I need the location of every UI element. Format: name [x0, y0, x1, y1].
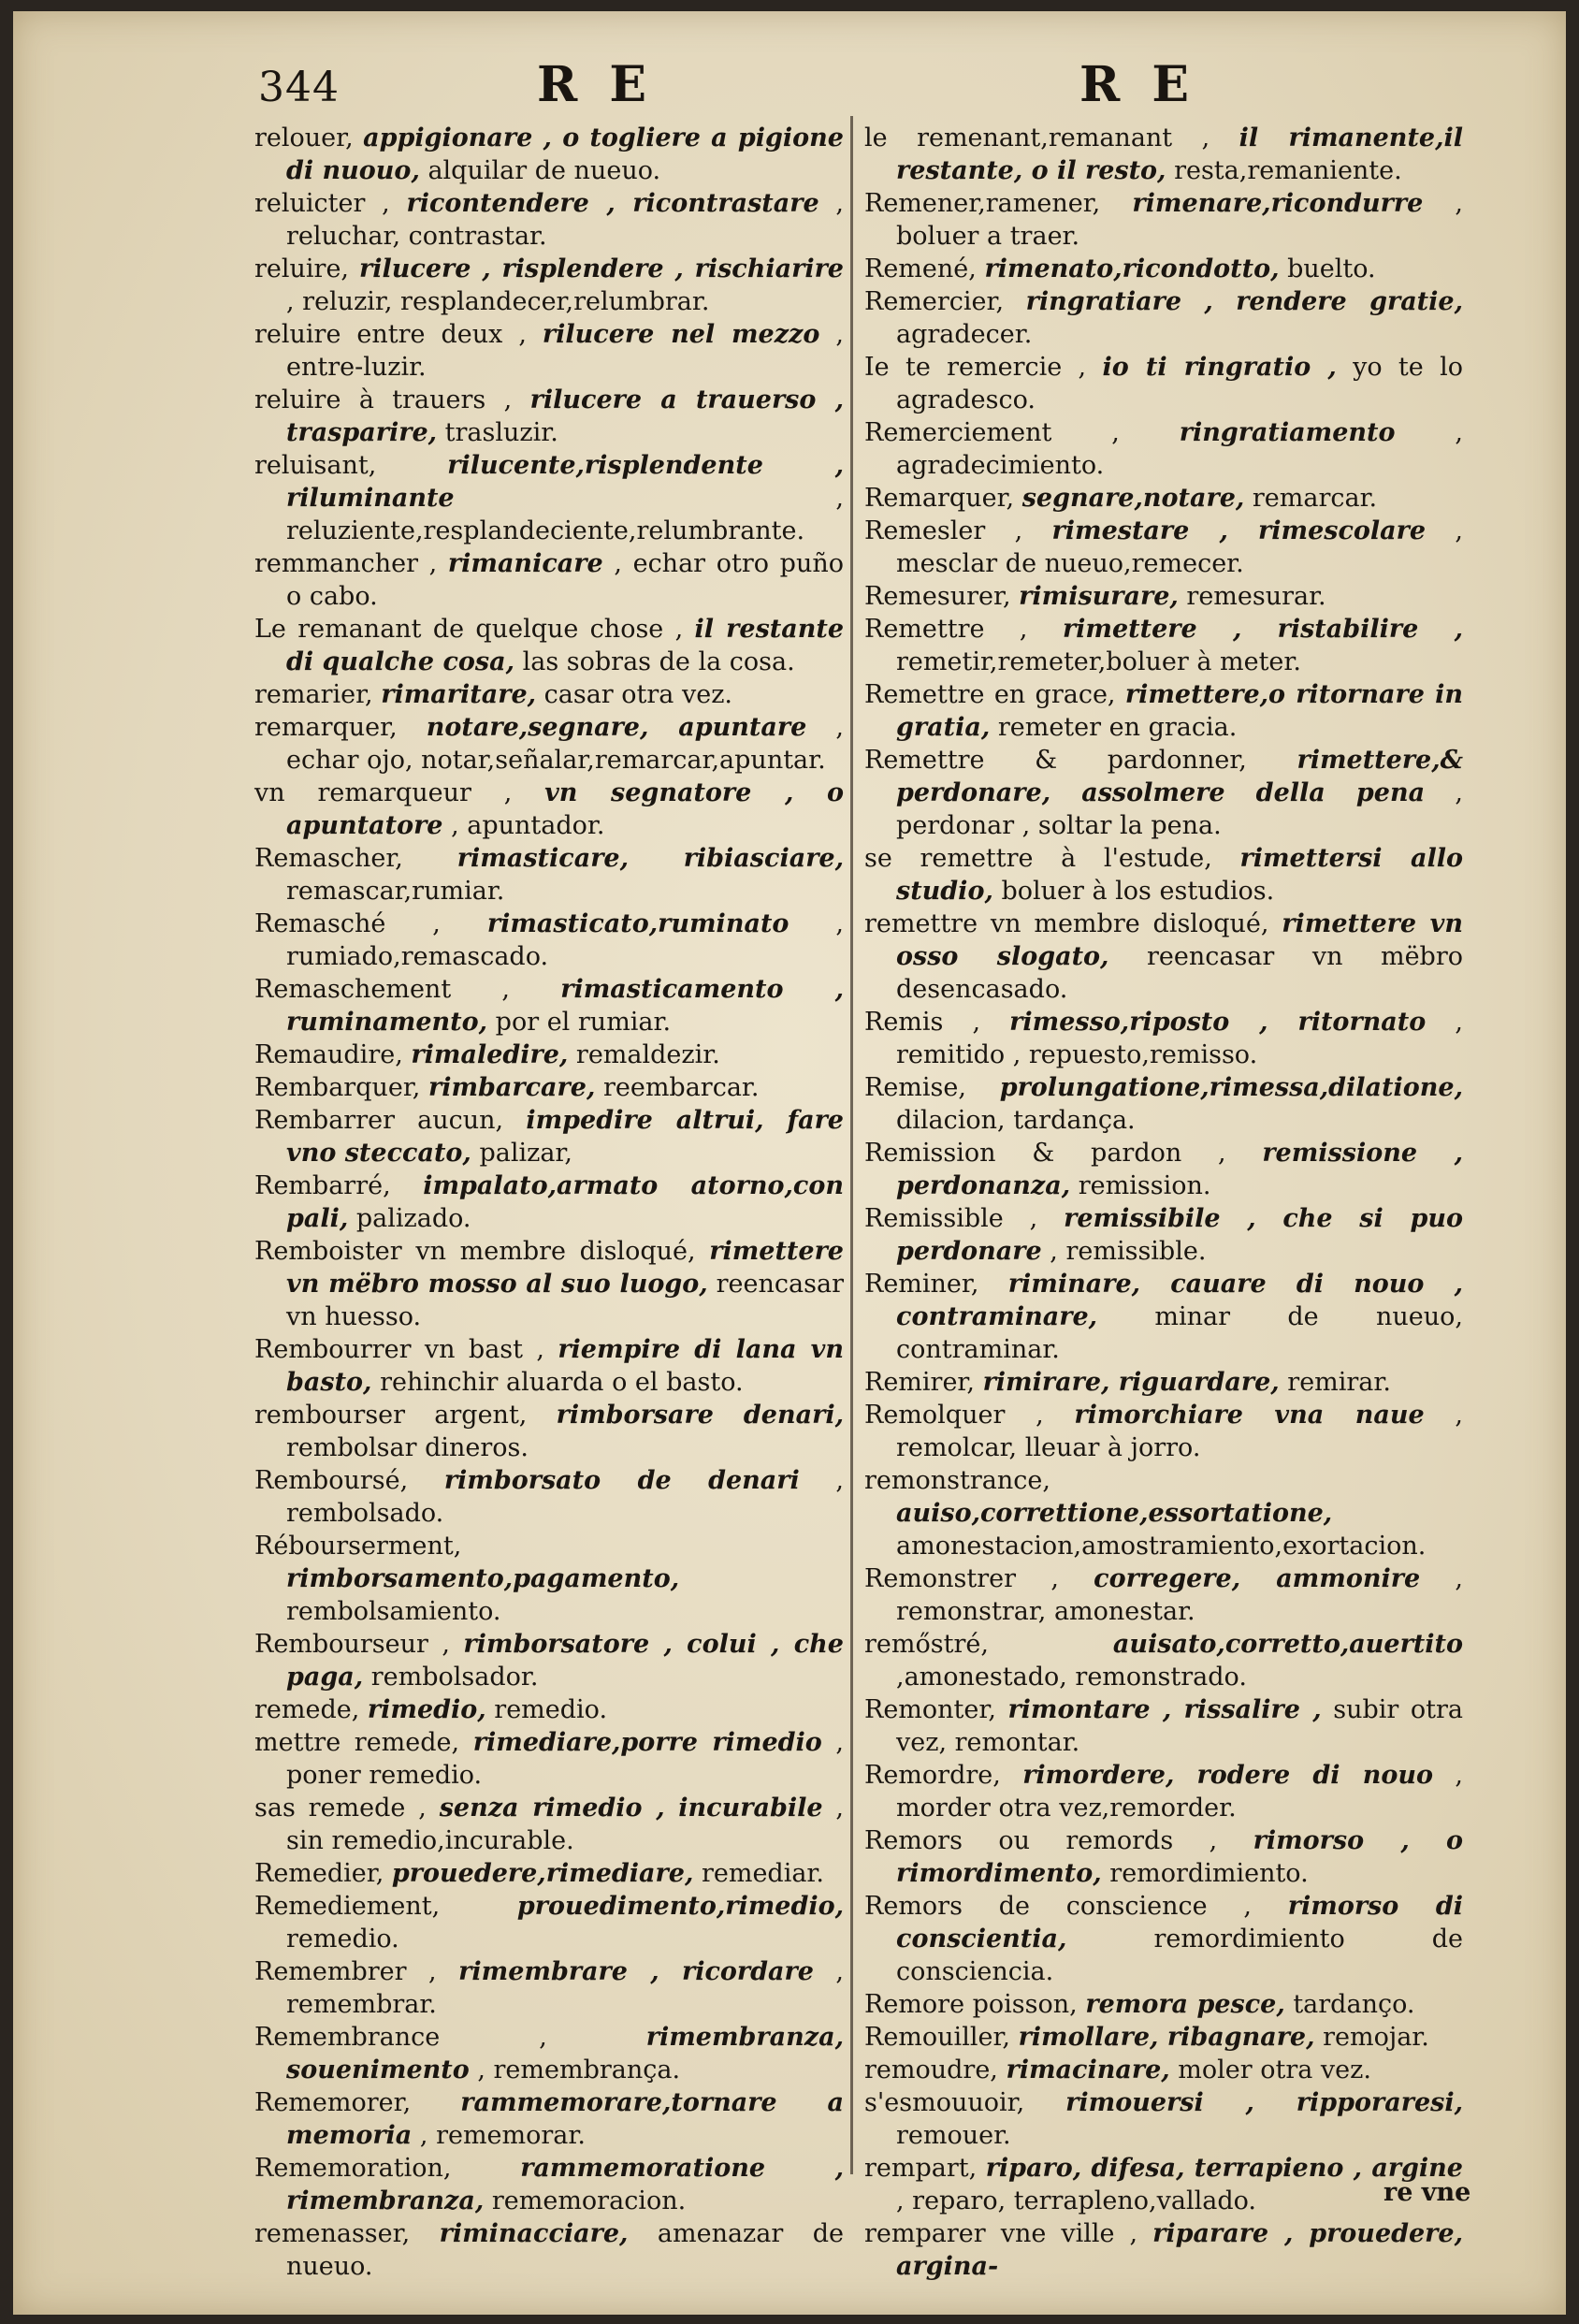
italian-gloss: rimacinare,	[1006, 2055, 1170, 2084]
italian-gloss: rimettere vn mëbro mosso al suo luogo,	[286, 1237, 844, 1299]
italian-gloss: rimirare, riguardare,	[982, 1368, 1280, 1397]
french-headword: Remedier,	[254, 1859, 384, 1888]
french-headword: mettre remede,	[254, 1728, 460, 1757]
french-headword: Remediement,	[254, 1892, 441, 1921]
italian-gloss: riminacciare,	[439, 2219, 629, 2248]
spanish-gloss: remordimiento.	[1109, 1859, 1309, 1888]
italian-gloss: corregere, ammonire	[1094, 1564, 1421, 1593]
italian-gloss: auiso,correttione,essortatione,	[896, 1499, 1333, 1528]
italian-gloss: rimasticamento , ruminamento,	[286, 975, 844, 1037]
dictionary-entry	[864, 253, 1463, 285]
french-headword: Remission & pardon ,	[864, 1139, 1226, 1168]
spanish-gloss: moler otra vez.	[1178, 2055, 1371, 2084]
dictionary-entry	[864, 2054, 1463, 2086]
dictionary-entry	[254, 1399, 844, 1464]
dictionary-entry	[254, 1333, 844, 1399]
spanish-gloss: dilacion, tardança.	[896, 1106, 1136, 1135]
dictionary-entry	[864, 580, 1463, 613]
spanish-gloss: minar de nueuo, contraminar.	[896, 1302, 1463, 1364]
dictionary-entry	[864, 1399, 1463, 1464]
italian-gloss: io ti ringratio ,	[1102, 353, 1337, 382]
dictionary-entry	[254, 1628, 844, 1693]
spanish-gloss: boluer à los estudios.	[1001, 877, 1275, 906]
dictionary-entry	[254, 318, 844, 384]
french-headword: Reminer,	[864, 1270, 979, 1299]
italian-gloss: senza rimedio , incurabile	[439, 1794, 823, 1823]
italian-gloss: rimouersi , ripporaresi,	[1065, 2088, 1463, 2117]
dictionary-entry	[254, 842, 844, 908]
spanish-gloss: trasluzir.	[444, 418, 558, 447]
italian-gloss: rimettere,& perdonare, assolmere della pena	[896, 746, 1463, 807]
spanish-gloss: reencasar vn mëbro desencasado.	[896, 942, 1463, 1004]
french-headword: Remerciement ,	[864, 418, 1120, 447]
dictionary-entry	[254, 973, 844, 1039]
spanish-gloss: reembarcar.	[602, 1073, 760, 1102]
french-headword: Rememoration,	[254, 2154, 452, 2183]
spanish-gloss: , rembolsado.	[286, 1466, 844, 1528]
italian-gloss: rimborsamento,pagamento,	[286, 1564, 680, 1593]
italian-gloss: il rimanente,il restante, o il resto,	[896, 123, 1464, 185]
french-headword: Remonstrer ,	[864, 1564, 1059, 1593]
french-headword: Rembarquer,	[254, 1073, 421, 1102]
spanish-gloss: , rumiado,remascado.	[286, 909, 844, 971]
dictionary-entry	[864, 1890, 1463, 1988]
spanish-gloss: remascar,rumiar.	[286, 877, 505, 906]
spanish-gloss: , mesclar de nueuo,remecer.	[896, 516, 1463, 578]
spanish-gloss: amonestacion,amostramiento,exortacion.	[896, 1532, 1427, 1561]
dictionary-entry	[864, 2152, 1463, 2217]
dictionary-entry	[864, 1693, 1463, 1759]
french-headword: Remarquer,	[864, 484, 1015, 513]
dictionary-entry	[254, 2086, 844, 2152]
dictionary-entry	[254, 187, 844, 253]
spanish-gloss: remarcar.	[1252, 484, 1378, 513]
spanish-gloss: remeter en gracia.	[997, 713, 1238, 742]
italian-gloss: prouedimento,rimedio,	[516, 1892, 844, 1921]
french-headword: Remaudire,	[254, 1040, 403, 1069]
spanish-gloss: , poner remedio.	[286, 1728, 845, 1790]
column-divider	[850, 116, 853, 2174]
dictionary-entry	[864, 908, 1463, 1006]
spanish-gloss: , reluzir, resplandecer,relumbrar.	[286, 287, 710, 316]
italian-gloss: rimettere , ristabilire ,	[1062, 615, 1463, 644]
spanish-gloss: , reparo, terrapleno,vallado.	[896, 2186, 1256, 2215]
italian-gloss: rimaledire,	[411, 1040, 569, 1069]
italian-gloss: rimettersi allo studio,	[896, 844, 1463, 906]
dictionary-entry	[254, 1104, 844, 1169]
spanish-gloss: rembolsamiento.	[286, 1597, 501, 1626]
italian-gloss: impedire altrui, fare vno steccato,	[286, 1106, 844, 1168]
dictionary-entry	[254, 613, 844, 678]
spanish-gloss: ,amonestado, remonstrado.	[896, 1663, 1247, 1692]
italian-gloss: rimettere vn osso slogato,	[896, 909, 1463, 971]
french-headword: Remolquer ,	[864, 1401, 1044, 1430]
dictionary-entry	[254, 678, 844, 711]
dictionary-entry	[254, 1071, 844, 1104]
french-headword: Rébourserment,	[254, 1532, 462, 1561]
french-headword: Ie te remercie ,	[864, 353, 1087, 382]
italian-gloss: remissione , perdonanza,	[896, 1139, 1463, 1200]
spanish-gloss: remojar.	[1323, 2023, 1429, 2052]
italian-gloss: rimaritare,	[381, 680, 537, 709]
dictionary-entry	[254, 1726, 844, 1792]
spanish-gloss: palizado.	[355, 1204, 471, 1233]
dictionary-entry	[864, 1988, 1463, 2021]
french-headword: Remors ou remords ,	[864, 1826, 1218, 1855]
italian-gloss: rimediare,porre rimedio	[472, 1728, 822, 1757]
dictionary-entry	[254, 253, 844, 318]
italian-gloss: rimenare,ricondurre	[1132, 189, 1424, 218]
italian-gloss: il restante di qualche cosa,	[286, 615, 845, 676]
french-headword: Remené,	[864, 254, 977, 283]
spanish-gloss: alquilar de nueuo.	[427, 156, 661, 185]
french-headword: Rembarrer aucun,	[254, 1106, 504, 1135]
french-headword: Le remanant de quelque chose ,	[254, 615, 684, 644]
spanish-gloss: remirar.	[1287, 1368, 1391, 1397]
italian-gloss: rimbarcare,	[427, 1073, 596, 1102]
italian-gloss: rimborsare denari,	[556, 1401, 844, 1430]
french-headword: Remouiller,	[864, 2023, 1010, 2052]
dictionary-entry	[254, 1693, 844, 1726]
french-headword: Remors de conscience ,	[864, 1892, 1252, 1921]
spanish-gloss: , sin remedio,incurable.	[286, 1794, 844, 1855]
dictionary-entry	[864, 1071, 1463, 1137]
french-headword: reluire à trauers ,	[254, 385, 513, 414]
french-headword: Remaschement ,	[254, 975, 510, 1004]
spanish-gloss: tardanço.	[1293, 1990, 1415, 2019]
french-headword: Remordre,	[864, 1761, 1001, 1790]
italian-gloss: rimorchiare vna naue	[1074, 1401, 1425, 1430]
spanish-gloss: agradecer.	[896, 320, 1033, 349]
french-headword: Rembourrer vn bast ,	[254, 1335, 544, 1364]
dictionary-entry	[864, 1628, 1463, 1693]
spanish-gloss: por el rumiar.	[495, 1008, 672, 1037]
dictionary-entry	[864, 1464, 1463, 1562]
french-headword: remmancher ,	[254, 549, 438, 578]
italian-gloss: rimisurare,	[1019, 582, 1179, 611]
dictionary-entry	[864, 1268, 1463, 1366]
italian-gloss: rimasticato,ruminato	[486, 909, 790, 938]
dictionary-entry	[254, 547, 844, 613]
dictionary-entry	[864, 122, 1463, 187]
french-headword: Rembarré,	[254, 1171, 391, 1200]
spanish-gloss: , rememorar.	[419, 2121, 586, 2150]
spanish-gloss: yo te lo agradesco.	[896, 353, 1463, 414]
italian-gloss: rimestare , rimescolare	[1051, 516, 1427, 545]
dictionary-entry	[254, 711, 844, 777]
dictionary-page	[13, 11, 1566, 2315]
french-headword: Remasché ,	[254, 909, 441, 938]
spanish-gloss: reencasar vn huesso.	[286, 1270, 844, 1331]
spanish-gloss: , remembrança.	[477, 2055, 681, 2084]
dictionary-entry	[864, 1202, 1463, 1268]
spanish-gloss: remordimiento de consciencia.	[896, 1925, 1463, 1986]
italian-gloss: riminare, cauare di nouo , contraminare,	[896, 1270, 1463, 1331]
french-headword: Remis ,	[864, 1008, 981, 1037]
spanish-gloss: remetir,remeter,boluer à meter.	[896, 647, 1301, 676]
french-headword: Remore poisson,	[864, 1990, 1078, 2019]
spanish-gloss: casar otra vez.	[543, 680, 733, 709]
dictionary-entry	[864, 2217, 1463, 2283]
dictionary-entry	[864, 187, 1463, 253]
french-headword: Remembrance ,	[254, 2023, 547, 2052]
italian-gloss: rimorso di conscientia,	[896, 1892, 1463, 1954]
italian-gloss: rammemoratione , rimembranza,	[286, 2154, 844, 2215]
italian-gloss: prouedere,rimediare,	[391, 1859, 694, 1888]
spanish-gloss: , remitido , repuesto,remisso.	[896, 1008, 1463, 1069]
french-headword: se remettre à l'estude,	[864, 844, 1212, 873]
italian-gloss: appigionare , o togliere a pigione di nuouo,	[286, 123, 844, 185]
french-headword: Remise,	[864, 1073, 966, 1102]
french-headword: remonstrance,	[864, 1466, 1050, 1495]
italian-gloss: ricontendere , ricontrastare	[406, 189, 819, 218]
french-headword: Remirer,	[864, 1368, 975, 1397]
french-headword: vn remarqueur ,	[254, 778, 513, 807]
spanish-gloss: , agradecimiento.	[896, 418, 1463, 480]
spanish-gloss: remedio.	[286, 1925, 399, 1954]
french-headword: Remissible ,	[864, 1204, 1038, 1233]
dictionary-entry	[864, 1137, 1463, 1202]
dictionary-entry	[864, 1824, 1463, 1890]
running-head-left: R E	[537, 56, 654, 113]
italian-gloss: rilucere , risplendere , rischiarire	[359, 254, 844, 283]
italian-gloss: rimollare, ribagnare,	[1018, 2023, 1315, 2052]
french-headword: reluicter ,	[254, 189, 390, 218]
italian-gloss: rimborsato de denari	[443, 1466, 800, 1495]
spanish-gloss: buelto.	[1287, 254, 1376, 283]
french-headword: Rememorer,	[254, 2088, 412, 2117]
dictionary-entry	[864, 744, 1463, 842]
dictionary-entry	[864, 285, 1463, 351]
spanish-gloss: , apuntador.	[451, 811, 605, 840]
french-headword: Remesurer,	[864, 582, 1011, 611]
italian-gloss: rimembranza, souenimento	[286, 2023, 844, 2084]
catchword: re vne	[1383, 2178, 1471, 2207]
page-number: 344	[258, 64, 340, 111]
french-headword: remenasser,	[254, 2219, 411, 2248]
french-headword: remparer vne ville ,	[864, 2219, 1138, 2248]
spanish-gloss: , perdonar , soltar la pena.	[896, 778, 1463, 840]
italian-gloss: rammemorare,tornare a memoria	[286, 2088, 844, 2150]
dictionary-entry	[254, 449, 844, 547]
italian-gloss: impalato,armato atorno,con pali,	[286, 1171, 844, 1233]
dictionary-entry	[254, 2217, 844, 2283]
dictionary-entry	[864, 416, 1463, 482]
italian-gloss: riparo, difesa, terrapieno , argine	[985, 2154, 1463, 2183]
french-headword: remarier,	[254, 680, 373, 709]
dictionary-entry	[254, 777, 844, 842]
spanish-gloss: rembolsador.	[370, 1663, 539, 1692]
french-headword: reluisant,	[254, 451, 377, 480]
french-headword: reluire,	[254, 254, 350, 283]
spanish-gloss: resta,remaniente.	[1174, 156, 1402, 185]
french-headword: Remonter,	[864, 1695, 996, 1724]
italian-gloss: rimasticare, ribiasciare,	[456, 844, 844, 873]
spanish-gloss: , remolcar, lleuar à jorro.	[896, 1401, 1463, 1462]
italian-gloss: rimettere,o ritornare in gratia,	[896, 680, 1463, 742]
french-headword: Remettre en grace,	[864, 680, 1116, 709]
dictionary-entry	[254, 1890, 844, 1955]
italian-gloss: ringratiare , rendere gratie,	[1025, 287, 1463, 316]
dictionary-entry	[864, 1366, 1463, 1399]
spanish-gloss: remaldezir.	[575, 1040, 720, 1069]
italian-gloss: rimenato,ricondotto,	[984, 254, 1280, 283]
dictionary-entry	[254, 122, 844, 187]
dictionary-entry	[254, 2021, 844, 2086]
spanish-gloss: , reluchar, contrastar.	[286, 189, 844, 251]
left-column	[254, 122, 844, 2283]
dictionary-entry	[864, 1759, 1463, 1824]
spanish-gloss: , echar ojo, notar,señalar,remarcar,apuntar.	[286, 713, 844, 775]
french-headword: remoudre,	[864, 2055, 998, 2084]
italian-gloss: rilucere nel mezzo	[542, 320, 820, 349]
spanish-gloss: , echar otro puño o cabo.	[286, 549, 844, 611]
dictionary-entry	[254, 908, 844, 973]
spanish-gloss: remedio.	[494, 1695, 608, 1724]
dictionary-entry	[864, 482, 1463, 515]
french-headword: remettre vn membre disloqué,	[864, 909, 1269, 938]
dictionary-entry	[864, 678, 1463, 744]
french-headword: rembourser argent,	[254, 1401, 528, 1430]
spanish-gloss: rehinchir aluarda o el basto.	[380, 1368, 744, 1397]
dictionary-entry	[864, 842, 1463, 908]
spanish-gloss: , remembrar.	[286, 1957, 845, 2019]
italian-gloss: riparare , prouedere, argina-	[896, 2219, 1463, 2281]
spanish-gloss: subir otra vez, remontar.	[896, 1695, 1463, 1757]
spanish-gloss: , reluziente,resplandeciente,relumbrante.	[286, 484, 844, 545]
dictionary-entry	[864, 351, 1463, 416]
italian-gloss: prolungatione,rimessa,dilatione,	[999, 1073, 1463, 1102]
dictionary-entry	[254, 1530, 844, 1628]
spanish-gloss: rembolsar dineros.	[286, 1433, 529, 1462]
dictionary-entry	[254, 1464, 844, 1530]
dictionary-entry	[254, 1235, 844, 1333]
dictionary-entry	[254, 1169, 844, 1235]
dictionary-entry	[254, 1039, 844, 1071]
dictionary-entry	[864, 2021, 1463, 2054]
italian-gloss: segnare,notare,	[1021, 484, 1245, 513]
spanish-gloss: , boluer a traer.	[896, 189, 1463, 251]
italian-gloss: rimontare , rissalire ,	[1007, 1695, 1322, 1724]
italian-gloss: notare,segnare, apuntare	[426, 713, 807, 742]
spanish-gloss: remouer.	[896, 2121, 1011, 2150]
french-headword: rempart,	[864, 2154, 978, 2183]
spanish-gloss: las sobras de la cosa.	[522, 647, 795, 676]
spanish-gloss: amenazar de nueuo.	[286, 2219, 844, 2281]
spanish-gloss: rememoracion.	[491, 2186, 687, 2215]
french-headword: relouer,	[254, 123, 354, 153]
spanish-gloss: , entre-luzir.	[286, 320, 844, 382]
french-headword: remőstré,	[864, 1630, 989, 1659]
italian-gloss: rimordere, rodere di nouo	[1022, 1761, 1434, 1790]
french-headword: s'esmouuoir,	[864, 2088, 1025, 2117]
french-headword: remede,	[254, 1695, 360, 1724]
dictionary-entry	[864, 1006, 1463, 1071]
dictionary-entry	[254, 2152, 844, 2217]
italian-gloss: rimorso , o rimordimento,	[896, 1826, 1463, 1888]
page-header	[13, 56, 1566, 122]
french-headword: Remettre & pardonner,	[864, 746, 1247, 775]
dictionary-entry	[254, 384, 844, 449]
spanish-gloss: palizar,	[479, 1139, 572, 1168]
italian-gloss: ringratiamento	[1179, 418, 1396, 447]
spanish-gloss: remediar.	[701, 1859, 824, 1888]
spanish-gloss: remesurar.	[1186, 582, 1326, 611]
french-headword: Remesler ,	[864, 516, 1023, 545]
italian-gloss: rimedio,	[367, 1695, 486, 1724]
french-headword: Remboister vn membre disloqué,	[254, 1237, 696, 1266]
italian-gloss: rimanicare	[447, 549, 603, 578]
french-headword: Remascher,	[254, 844, 403, 873]
running-head-right: R E	[1079, 56, 1196, 113]
dictionary-entry	[254, 1792, 844, 1857]
dictionary-entry	[864, 613, 1463, 678]
french-headword: Rembourseur ,	[254, 1630, 450, 1659]
french-headword: remarquer,	[254, 713, 398, 742]
french-headword: Remboursé,	[254, 1466, 409, 1495]
italian-gloss: rimembrare , ricordare	[458, 1957, 814, 1986]
french-headword: Remercier,	[864, 287, 1005, 316]
italian-gloss: remissibile , che si puo perdonare	[896, 1204, 1463, 1266]
italian-gloss: auisato,corretto,auertito	[1112, 1630, 1463, 1659]
french-headword: Remettre ,	[864, 615, 1028, 644]
spanish-gloss: , remissible.	[1050, 1237, 1207, 1266]
italian-gloss: rilucere a trauerso , trasparire,	[286, 385, 844, 447]
italian-gloss: rilucente,risplendente , riluminante	[286, 451, 844, 513]
right-column	[864, 122, 1463, 2283]
dictionary-entry	[864, 2086, 1463, 2152]
dictionary-entry	[864, 515, 1463, 580]
spanish-gloss: remission.	[1078, 1171, 1211, 1200]
spanish-gloss: , morder otra vez,remorder.	[896, 1761, 1463, 1823]
italian-gloss: remora pesce,	[1085, 1990, 1285, 2019]
french-headword: reluire entre deux ,	[254, 320, 527, 349]
spanish-gloss: , remonstrar, amonestar.	[896, 1564, 1463, 1626]
french-headword: Remener,ramener,	[864, 189, 1101, 218]
french-headword: Remembrer ,	[254, 1957, 437, 1986]
french-headword: le remenant,remanant ,	[864, 123, 1210, 153]
french-headword: sas remede ,	[254, 1794, 427, 1823]
dictionary-entry	[864, 1562, 1463, 1628]
dictionary-entry	[254, 1857, 844, 1890]
italian-gloss: vn segnatore , o apuntatore	[286, 778, 844, 840]
italian-gloss: rimborsatore , colui , che paga,	[286, 1630, 844, 1692]
dictionary-entry	[254, 1955, 844, 2021]
italian-gloss: rimesso,riposto , ritornato	[1009, 1008, 1427, 1037]
italian-gloss: riempire di lana vn basto,	[286, 1335, 844, 1397]
